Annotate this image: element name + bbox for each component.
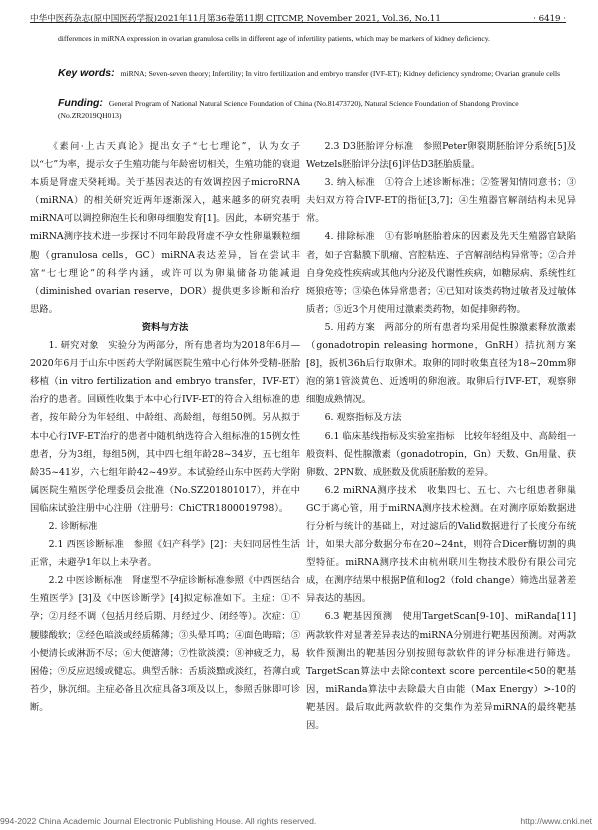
body-paragraph: 6.1 临床基线指标及实验室指标 比较年轻组及中、高龄组一般资料、促性腺激素（gonadotropin，Gn）天数、Gn用量、获卵数、2PN数、成胚数及优质胚胎数的差异。: [306, 430, 576, 478]
body-paragraph: 《素问·上古天真论》提出女子“七七理论”，认为女子以“七”为率，提示女子生殖功能与年龄密切相关，生殖功能的衰退本质是肾虚天癸耗竭。关于基因表达的有效调控因子microRNA（miRNA）的相关研究近两年逐渐深入，越来越多的研究表明miRNA可以调控卵泡生长和卵母细胞发育[1]。因此，本研究基于miRNA测序技术进一步探讨不同年龄段肾虚不孕女性卵巢颗粒细胞（granulosa cells，GC）miRNA表达差异，旨在尝试丰富“七七理论”的科学内涵，或许可以为卵巢储备功能减退（diminished ovarian reserve，DOR）提供更多诊断和治疗思路。: [30, 141, 300, 315]
header-journal-info: 中华中医药杂志(原中国医药学报)2021年11月第36卷第11期 CJTCMP, November 2021, Vol.36, No.11: [30, 14, 441, 24]
body-paragraph: 2. 诊断标准: [48, 520, 98, 532]
body-paragraph: 5. 用药方案 两部分的所有患者均采用促性腺激素释放激素（gonadotropin releasing hormone，GnRH）拮抗剂方案[8]，扳机36h后行取卵术。取卵的同时收集直径为18~20mm卵泡的第1管淡黄色、近透明的卵泡液。取卵后行IVF-ET，观察卵细胞成熟情况。: [306, 321, 576, 406]
body-paragraph: 4. 排除标准 ①有影响胚胎着床的因素及先天生殖器官缺陷者，如子宫黏膜下肌瘤、宫腔粘连、子宫解剖结构异常等；②合并自身免疫性疾病或其他内分泌及代谢性疾病，如糖尿病、系统性红斑狼疮等；③染色体异常患者；④已知对该类药物过敏者及过敏体质者；⑤近3个月使用过激素类药物，如促排卵药物。: [306, 231, 576, 315]
body-paragraph: 6.2 miRNA测序技术 收集四七、五七、六七组患者卵巢GC于离心管，用于miRNA测序技术检测。在对测序原始数据进行分析与统计的基础上，对过滤后的Valid数据进行了长度分布统计，如果大部分数据分布在20~24nt，则符合Dicer酶切割的典型特征。miRNA测序技术由杭州联川生物技术股份有限公司完成，在测序结果中根据P值和log2（fold change）筛选出显著差异表达的基因。: [306, 484, 576, 605]
keywords-text: miRNA; Seven-seven theory; Infertility; In vitro fertilization and embryo transfer (IVF-ET); Kidney deficiency syndrome; Ovarian granule cells: [120, 69, 561, 78]
footer: [0, 816, 598, 830]
abstract-tail-text: differences in miRNA expression in ovarian granulosa cells in different age of infertility patients, which may be markers of kidney deficiency.: [58, 34, 490, 43]
cnki-url: http://www.cnki.net: [520, 816, 592, 826]
body-paragraph: 2.2 中医诊断标准 肾虚型不孕症诊断标准参照《中西医结合生殖医学》[3]及《中医诊断学》[4]拟定标准如下。主症：①不孕；②月经不调（包括月经后期、月经过少、闭经等）。次症：①腰膝酸软；②经色暗淡或经质稀薄；③头晕耳鸣；④面色晦暗；⑤小便清长或淋沥不尽；⑥大便溏薄；⑦性欲淡漠；⑧神疲乏力，易困倦；⑨反应迟缓或健忘。典型舌脉：舌质淡黯或淡红，苔薄白或苔少，脉沉细。主症必备且次症具备3项及以上，参照舌脉即可诊断。: [30, 575, 300, 713]
body-paragraph: 2.1 西医诊断标准 参照《妇产科学》[2]：夫妇同居性生活正常，未避孕1年以上未孕者。: [30, 539, 300, 569]
copyright-text: 994-2022 China Academic Journal Electronic Publishing House. All rights reserved.: [0, 816, 317, 826]
funding: [58, 97, 562, 122]
keywords: [58, 67, 562, 80]
left-column: [30, 138, 300, 717]
right-column: [306, 138, 576, 735]
funding-text: General Program of National Natural Science Foundation of China (No.81473720), Natural Science Foundation of Shandong Province (No.ZR2019QH013): [58, 99, 519, 120]
section-heading: 资料与方法: [141, 321, 189, 333]
funding-label: Funding:: [58, 97, 103, 109]
body-paragraph: 6. 观察指标及方法: [324, 412, 402, 424]
body-paragraph: 2.3 D3胚胎评分标准 参照Peter卵裂期胚胎评分系统[5]及Wetzels胚胎评分法[6]评估D3胚胎质量。: [306, 141, 576, 171]
body-paragraph: 6.3 靶基因预测 使用TargetScan[9-10]、miRanda[11]两款软件对显著差异表达的miRNA分别进行靶基因预测。对两款软件预测出的靶基因分别按照每款软件的评分标准进行筛选。TargetScan算法中去除context score percentile<50的靶基因，miRanda算法中去除最大自由能（Max Energy）>-10的靶基因。最后取此两款软件的交集作为差异miRNA的最终靶基因。: [306, 611, 576, 731]
body-paragraph: 1. 研究对象 实验分为两部分，所有患者均为2018年6月—2020年6月于山东中医药大学附属医院生殖中心行体外受精-胚胎移植（in vitro fertilization and embryo transfer，IVF-ET）治疗的患者。回顾性收集于本中心行IVF-ET的符合入组标准的患者，按年龄分为年轻组、中龄组、高龄组，每组50例。另从拟于本中心行IVF-ET治疗的患者中随机纳选符合入组标准的15例女性患者，分为3组，每组5例，其中四七组年龄28~34岁，五七组年龄35~41岁，六七组年龄42~49岁。本试验经山东中医药大学附属医院生殖医学伦理委员会批准（No.SZ201801017），并在中国临床试验注册中心注册（注册号：ChiCTR1800019798）。: [30, 340, 300, 514]
header-rule: [30, 22, 566, 23]
abstract-tail: [58, 33, 562, 45]
keywords-label: Key words:: [58, 67, 115, 79]
body-paragraph: 3. 纳入标准 ①符合上述诊断标准；②签署知情同意书；③夫妇双方符合IVF-ET的指征[3,7]；④生殖器官解剖结构未见异常。: [306, 177, 576, 225]
page-number: · 6419 ·: [533, 14, 566, 24]
